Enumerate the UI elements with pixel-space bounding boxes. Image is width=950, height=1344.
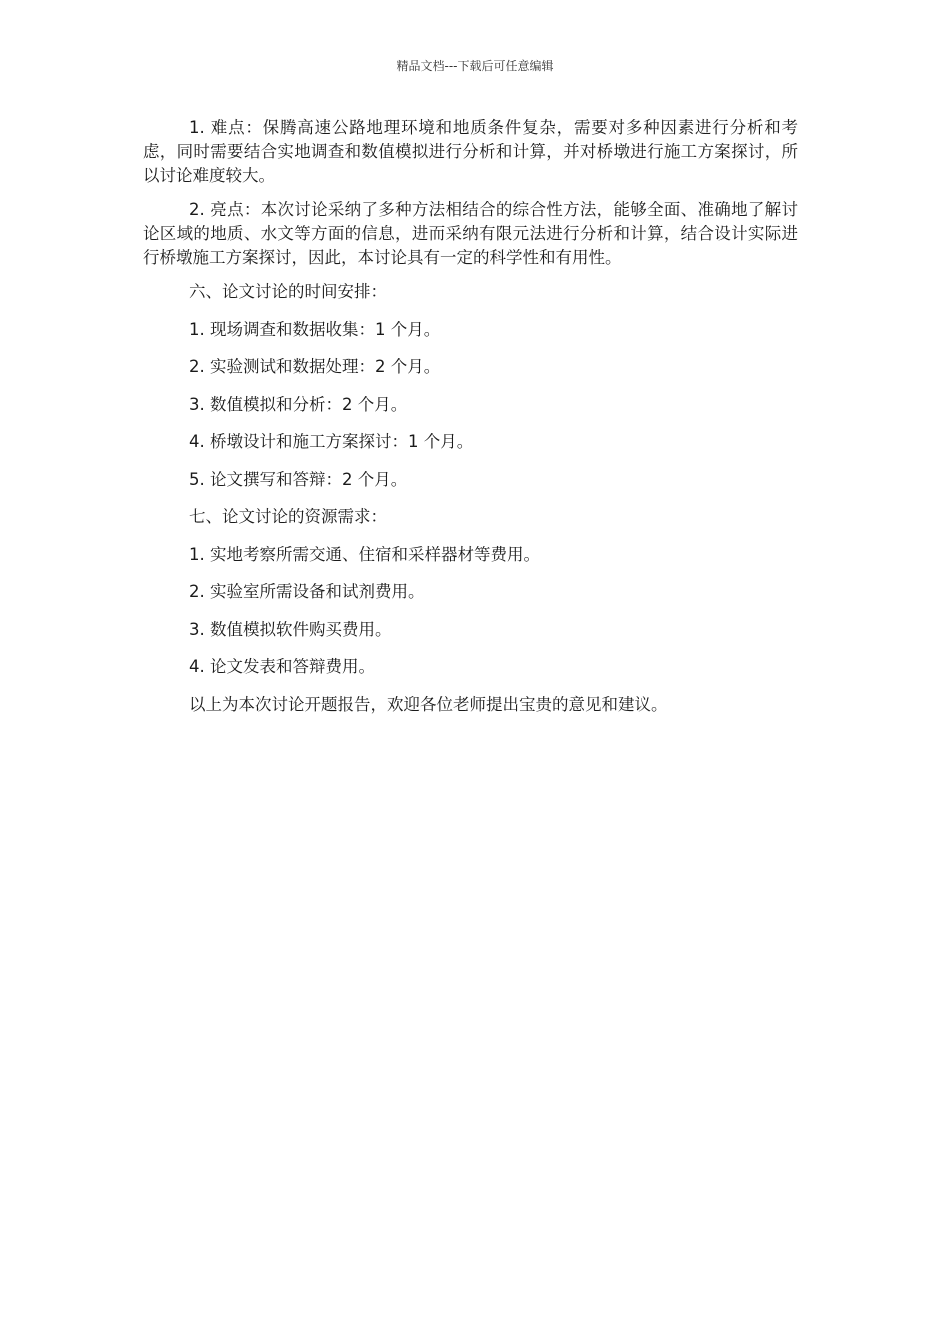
resource-item: 3. 数值模拟软件购买费用。 — [189, 619, 392, 639]
page-header: 精品文档---下载后可任意编辑 — [396, 59, 554, 73]
resource-item: 1. 实地考察所需交通、住宿和采样器材等费用。 — [189, 544, 540, 564]
resources-heading: 七、论文讨论的资源需求： — [189, 507, 387, 526]
schedule-heading: 六、论文讨论的时间安排： — [189, 282, 387, 301]
schedule-item: 3. 数值模拟和分析：2 个月。 — [189, 394, 408, 414]
resource-item: 2. 实验室所需设备和试剂费用。 — [189, 582, 425, 601]
highlight-paragraph: 2. 亮点：本次讨论采纳了多种方法相结合的综合性方法，能够全面、准确地了解讨论区域的地质、水文等方面的信息，进而采纳有限元法进行分析和计算，结合设计实际进行桥墩施工方案探讨，因此，本讨论具有一定的科学性和有用性。 — [143, 200, 798, 267]
resource-item: 4. 论文发表和答辩费用。 — [189, 657, 375, 676]
schedule-item: 1. 现场调查和数据收集：1 个月。 — [189, 319, 441, 339]
difficulty-paragraph: 1. 难点：保腾高速公路地理环境和地质条件复杂，需要对多种因素进行分析和考虑，同时需要结合实地调查和数值模拟进行分析和计算，并对桥墩进行施工方案探讨，所以讨论难度较大。 — [143, 118, 798, 185]
document-body — [143, 116, 798, 730]
schedule-item: 5. 论文撰写和答辩：2 个月。 — [189, 469, 408, 489]
closing-line: 以上为本次讨论开题报告，欢迎各位老师提出宝贵的意见和建议。 — [189, 694, 668, 714]
schedule-item: 4. 桥墩设计和施工方案探讨：1 个月。 — [189, 432, 474, 451]
schedule-item: 2. 实验测试和数据处理：2 个月。 — [189, 357, 441, 376]
